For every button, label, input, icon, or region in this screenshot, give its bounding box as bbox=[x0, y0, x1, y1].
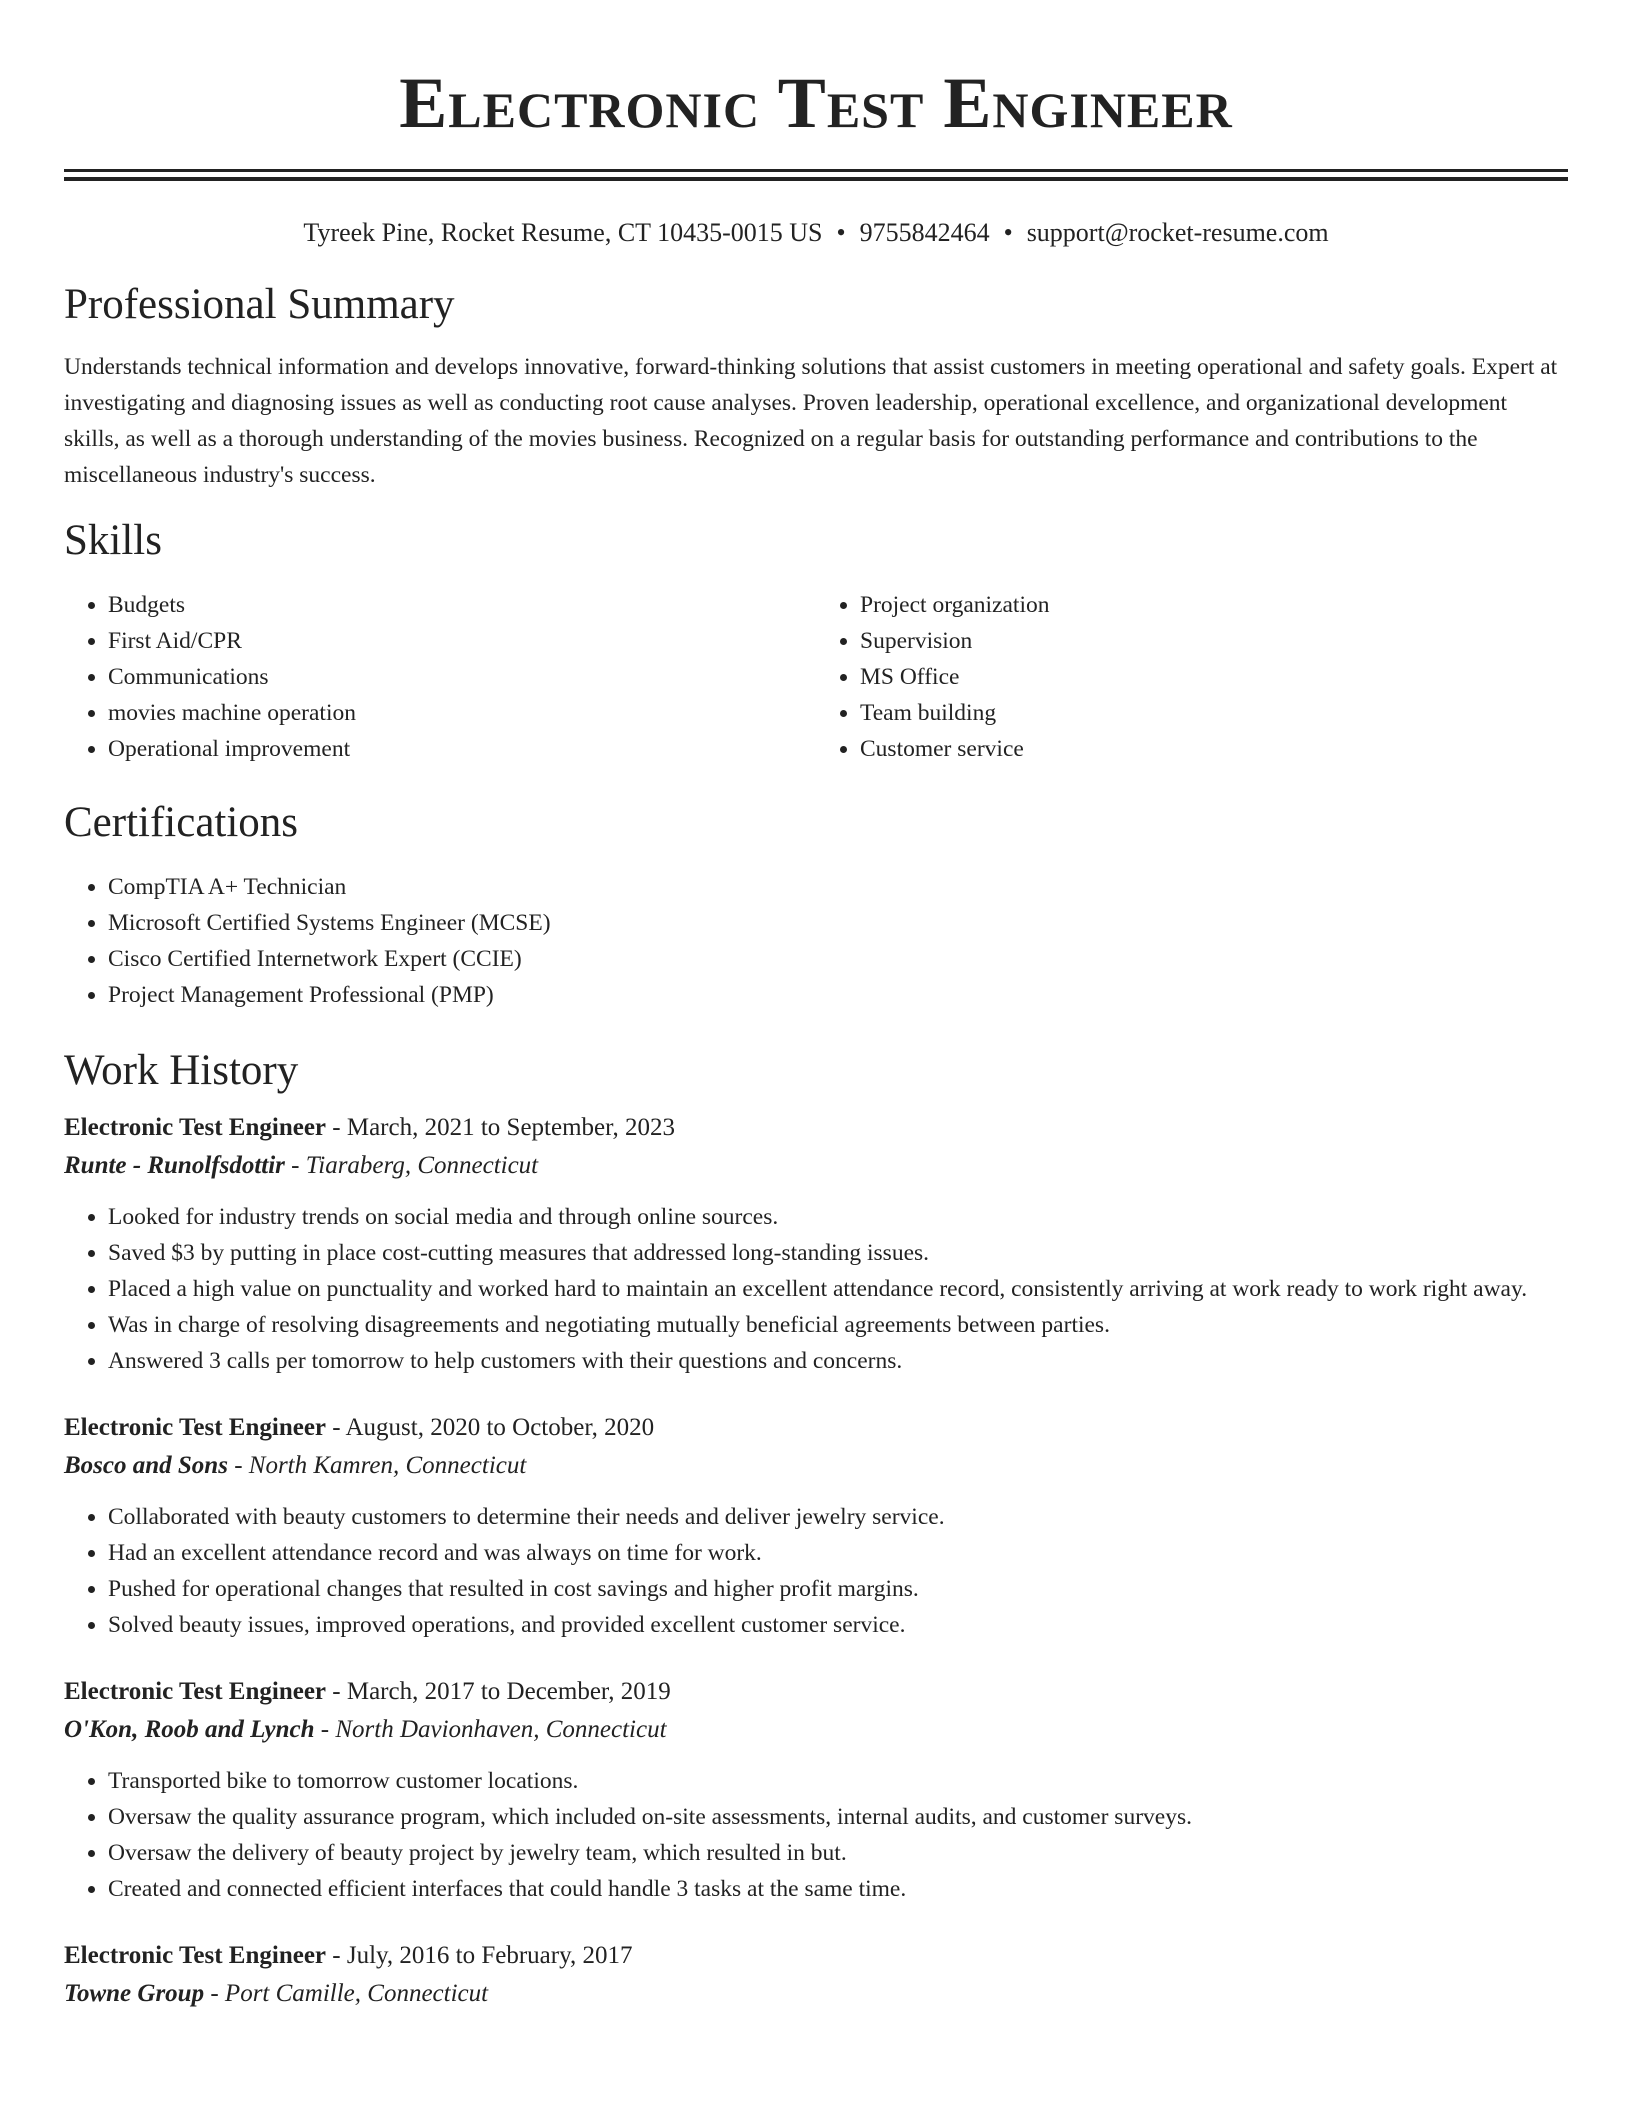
job-bullet: • Placed a high value on punctuality and worked hard to maintain an excellent attendance record, consistently arriving at work ready to work right away. bbox=[108, 1271, 1568, 1307]
job-title-line bbox=[64, 1937, 1568, 1975]
job-entry bbox=[64, 1673, 1568, 1907]
job-location: - North Kamren, Connecticut bbox=[227, 1452, 527, 1479]
job-bullet: • Oversaw the quality assurance program, which included on-site assessments, internal audits, and customer surveys. bbox=[108, 1799, 1568, 1835]
job-bullet: • Looked for industry trends on social media and through online sources. bbox=[108, 1199, 1568, 1235]
job-title-line bbox=[64, 1109, 1568, 1147]
certification-item: • Microsoft Certified Systems Engineer (MCSE) bbox=[108, 905, 1568, 941]
job-company-line bbox=[64, 1447, 1568, 1485]
certification-item: • CompTIA A+ Technician bbox=[108, 869, 1568, 905]
job-entry bbox=[64, 1937, 1568, 2013]
job-bullet: • Transported bike to tomorrow customer locations. bbox=[108, 1763, 1568, 1799]
certifications-list bbox=[64, 869, 1568, 1013]
work-history-section bbox=[64, 1045, 1568, 2013]
job-location: - North Davionhaven, Connecticut bbox=[314, 1716, 667, 1743]
summary-text: Understands technical information and develops innovative, forward-thinking solutions that assist customers in meeting operational and safety goals. Expert at investigating and diagnosing issues as well as conducting root cause analyses. Proven leadership, operational excellence, and organizational development skills, as well as a thorough understanding of the movies business. Recognized on a regular basis for outstanding performance and contributions to the miscellaneous industry's success. bbox=[64, 354, 1558, 488]
job-bullet: • Saved $3 by putting in place cost-cutting measures that addressed long-standing issues. bbox=[108, 1235, 1568, 1271]
job-bullet: • Solved beauty issues, improved operations, and provided excellent customer service. bbox=[108, 1607, 1568, 1643]
job-bullets bbox=[64, 1199, 1568, 1379]
job-title-line bbox=[64, 1409, 1568, 1447]
contact-separator: • bbox=[836, 218, 846, 247]
job-company: Bosco and Sons bbox=[64, 1452, 228, 1479]
job-title: Electronic Test Engineer bbox=[64, 1414, 327, 1441]
skill-item: • Budgets bbox=[108, 587, 816, 623]
job-company: Runte - Runolfsdottir bbox=[64, 1152, 285, 1179]
skill-item: • Supervision bbox=[860, 623, 1568, 659]
job-bullet: • Oversaw the delivery of beauty project by jewelry team, which resulted in but. bbox=[108, 1835, 1568, 1871]
job-title-line bbox=[64, 1673, 1568, 1711]
job-title: Electronic Test Engineer bbox=[64, 1942, 327, 1969]
job-location: - Tiaraberg, Connecticut bbox=[284, 1152, 539, 1179]
job-bullets bbox=[64, 1499, 1568, 1643]
job-company-line bbox=[64, 1711, 1568, 1749]
job-title: Electronic Test Engineer bbox=[64, 1114, 327, 1141]
job-bullet: • Answered 3 calls per tomorrow to help customers with their questions and concerns. bbox=[108, 1343, 1568, 1379]
contact-email: support@rocket-resume.com bbox=[1026, 218, 1329, 247]
job-dates: - March, 2017 to December, 2019 bbox=[326, 1678, 671, 1705]
job-dates: - August, 2020 to October, 2020 bbox=[326, 1414, 655, 1441]
resume-title: Electronic Test Engineer bbox=[399, 63, 1233, 143]
job-bullet: • Had an excellent attendance record and was always on time for work. bbox=[108, 1535, 1568, 1571]
job-company: Towne Group bbox=[64, 1980, 205, 2007]
skill-item: • Communications bbox=[108, 659, 816, 695]
contact-address: Tyreek Pine, Rocket Resume, CT 10435-0015 US bbox=[303, 218, 823, 247]
job-title: Electronic Test Engineer bbox=[64, 1678, 327, 1705]
section-heading-summary: Professional Summary bbox=[64, 281, 455, 328]
skills-list-left bbox=[64, 587, 816, 767]
title-rule-bottom bbox=[64, 177, 1568, 181]
job-bullet: • Created and connected efficient interfaces that could handle 3 tasks at the same time. bbox=[108, 1871, 1568, 1907]
skill-item: • Customer service bbox=[860, 731, 1568, 767]
section-heading-certifications: Certifications bbox=[64, 799, 299, 846]
job-bullets bbox=[64, 1763, 1568, 1907]
job-company-line bbox=[64, 1147, 1568, 1185]
job-bullet: • Collaborated with beauty customers to determine their needs and deliver jewelry service. bbox=[108, 1499, 1568, 1535]
certifications-section bbox=[64, 797, 1568, 1013]
job-dates: - March, 2021 to September, 2023 bbox=[326, 1114, 675, 1141]
skills-section bbox=[64, 515, 1568, 767]
job-entry bbox=[64, 1409, 1568, 1643]
certification-item: • Cisco Certified Internetwork Expert (CCIE) bbox=[108, 941, 1568, 977]
skill-item: • MS Office bbox=[860, 659, 1568, 695]
summary-section bbox=[64, 279, 1568, 493]
section-heading-work-history: Work History bbox=[64, 1047, 299, 1094]
section-heading-skills: Skills bbox=[64, 517, 162, 564]
skill-item: • movies machine operation bbox=[108, 695, 816, 731]
skills-list-right bbox=[816, 587, 1568, 767]
contact-line bbox=[64, 217, 1568, 249]
job-location: - Port Camille, Connecticut bbox=[204, 1980, 489, 2007]
skill-item: • Operational improvement bbox=[108, 731, 816, 767]
job-company-line bbox=[64, 1975, 1568, 2013]
job-company: O'Kon, Roob and Lynch bbox=[64, 1716, 315, 1743]
job-bullet: • Was in charge of resolving disagreements and negotiating mutually beneficial agreements between parties. bbox=[108, 1307, 1568, 1343]
contact-separator: • bbox=[1003, 218, 1013, 247]
job-dates: - July, 2016 to February, 2017 bbox=[326, 1942, 633, 1969]
skill-item: • Team building bbox=[860, 695, 1568, 731]
job-entry bbox=[64, 1109, 1568, 1379]
skill-item: • First Aid/CPR bbox=[108, 623, 816, 659]
contact-phone: 9755842464 bbox=[859, 218, 990, 247]
job-bullet: • Pushed for operational changes that resulted in cost savings and higher profit margins. bbox=[108, 1571, 1568, 1607]
skill-item: • Project organization bbox=[860, 587, 1568, 623]
skills-columns bbox=[64, 587, 1568, 767]
certification-item: • Project Management Professional (PMP) bbox=[108, 977, 1568, 1013]
